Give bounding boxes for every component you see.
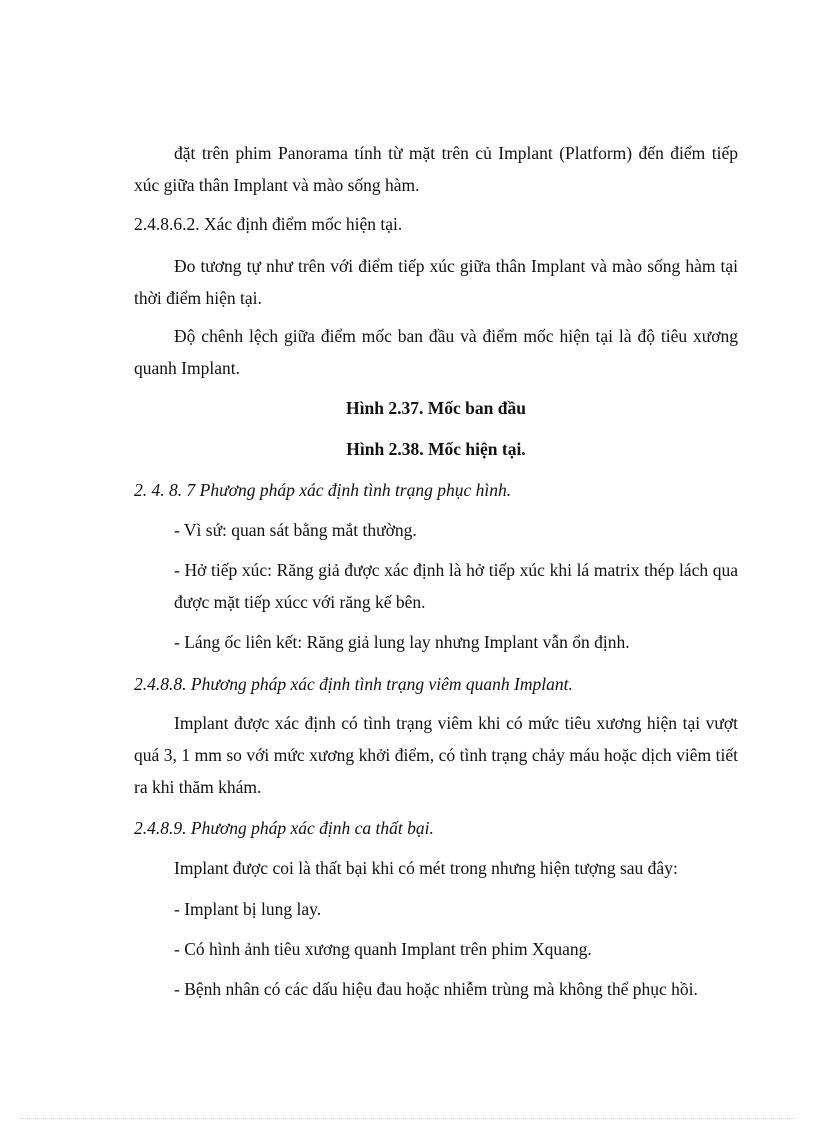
paragraph-bone-loss: Độ chênh lệch giữa điểm mốc ban đầu và điểm mốc hiện tại là độ tiêu xương quanh Implant. [134,326,738,378]
paragraph-panorama-measure: đặt trên phim Panorama tính từ mặt trên củ Implant (Platform) đến điểm tiếp xúc giữa thân Implant và mào sống hàm. [134,143,738,195]
bullet-xray-bone-loss: - Có hình ảnh tiêu xương quanh Implant trên phim Xquang. [174,939,592,959]
paragraph-peri-implantitis: Implant được xác định có tình trạng viêm khi có mức tiêu xương hiện tại vượt quá 3, 1 mm so với mức xương khởi điểm, có tình trạng chảy máu hoặc dịch viêm tiết ra khi thăm khám. [134,713,738,797]
bullet-crown-fracture: - Vì sứ: quan sát bằng mắt thường. [174,520,417,540]
figure-caption-2-38: Hình 2.38. Mốc hiện tại. [346,439,526,459]
heading-2-4-8-7: 2. 4. 8. 7 Phương pháp xác định tình trạng phục hình. [134,480,512,500]
paragraph-failure-criteria: Implant được coi là thất bại khi có mét trong nhưng hiện tượng sau đây: [174,858,678,878]
bullet-open-contact: - Hở tiếp xúc: Răng giả được xác định là hở tiếp xúc khi lá matrix thép lách qua được mặt tiếp xúcc với răng kế bên. [174,560,738,612]
page-bottom-divider [20,1118,796,1119]
heading-2-4-8-8: 2.4.8.8. Phương pháp xác định tình trạng viêm quanh Implant. [134,674,573,694]
bullet-implant-mobile: - Implant bị lung lay. [174,899,322,919]
bullet-loose-screw: - Láng ốc liên kết: Răng giả lung lay nhưng Implant vẫn ổn định. [174,632,630,652]
heading-2-4-8-9: 2.4.8.9. Phương pháp xác định ca thất bại. [134,818,434,838]
figure-caption-2-37: Hình 2.37. Mốc ban đầu [346,398,526,418]
paragraph-current-point: Đo tương tự như trên với điểm tiếp xúc giữa thân Implant và mào sống hàm tại thời điểm hiện tại. [134,256,738,308]
heading-2-4-8-6-2: 2.4.8.6.2. Xác định điểm mốc hiện tại. [134,214,403,234]
bullet-pain-infection: - Bệnh nhân có các dấu hiệu đau hoặc nhiễm trùng mà không thể phục hồi. [174,979,698,999]
